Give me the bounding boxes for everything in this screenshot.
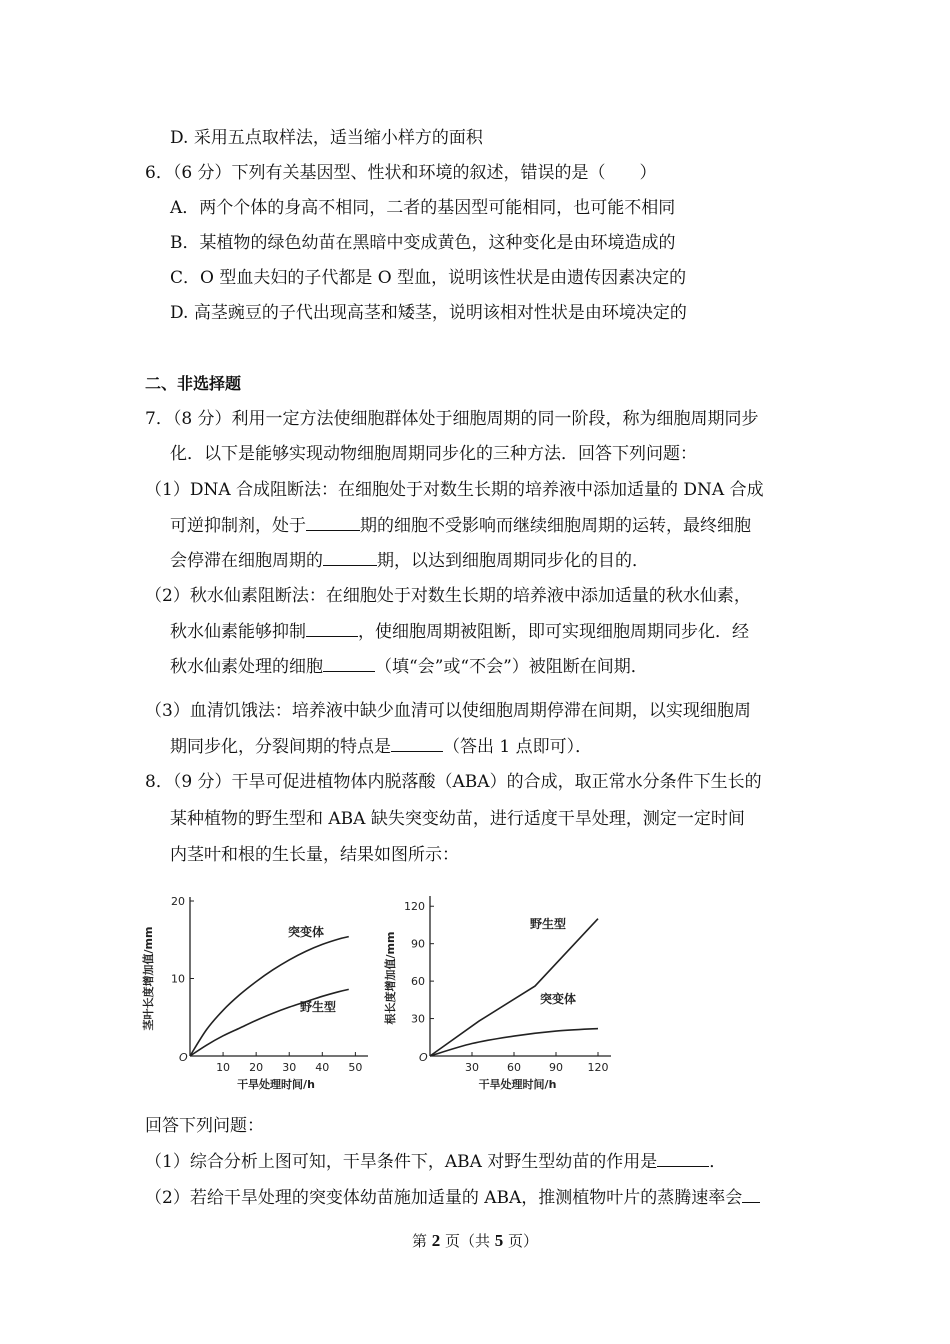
answer-blank[interactable] (306, 514, 360, 531)
q7-part3-line2-text-b: （答出 1 点即可）． (443, 737, 593, 757)
y-tick-label: 30 (411, 1012, 425, 1026)
q7-part2-line3 (170, 655, 648, 678)
x-tick-label: 60 (507, 1061, 521, 1074)
q7-part3-line2-text-a: 期同步化，分裂间期的特点是 (170, 737, 391, 757)
q7-part1-line3 (170, 549, 649, 572)
origin-label: O (419, 1051, 428, 1064)
series-label-2: 野生型 (300, 1000, 337, 1014)
y-tick-label: 90 (411, 937, 425, 951)
y-axis-label: 根长度增加值/mm (384, 931, 397, 1025)
series-label-2: 突变体 (540, 992, 577, 1006)
x-tick-label: 40 (315, 1061, 330, 1074)
footer-suffix: 页） (503, 1232, 539, 1250)
y-tick-label: 120 (404, 900, 425, 914)
footer-middle: 页（共 (440, 1232, 495, 1250)
x-tick-label: 20 (249, 1061, 264, 1074)
q7-part1-line2-text-b: 期的细胞不受影响而继续细胞周期的运转，最终细胞 (360, 516, 751, 536)
q7-stem-2: 化．以下是能够实现动物细胞周期同步化的三种方法．回答下列问题： (170, 444, 697, 464)
answer-blank[interactable] (657, 1150, 709, 1167)
q7-part2-line3-text-a: 秋水仙素处理的细胞 (170, 657, 323, 677)
x-tick-label: 90 (549, 1061, 563, 1074)
q6-option-a: A．两个个体的身高不相同，二者的基因型可能相同，也可能不相同 (170, 198, 676, 218)
q7-part2-line1: （2）秋水仙素阻断法：在细胞处于对数生长期的培养液中添加适量的秋水仙素， (145, 586, 751, 606)
x-tick-label: 10 (216, 1061, 231, 1074)
page-footer (0, 1231, 950, 1251)
q5-option-d: D. 采用五点取样法，适当缩小样方的面积 (170, 128, 483, 148)
q7-part1-line2-text-a: 可逆抑制剂，处于 (170, 516, 306, 536)
root-growth-chart (382, 878, 622, 1098)
q7-part2-line2-text-b: ，使细胞周期被阻断，即可实现细胞周期同步化．经 (358, 622, 749, 642)
section-heading: 二、非选择题 (145, 374, 242, 393)
q7-part1-line3-text-a: 会停滞在细胞周期的 (170, 551, 323, 571)
q8-part1 (145, 1150, 726, 1173)
q8-part1-text-b: ． (709, 1152, 727, 1172)
q6-option-b: B．某植物的绿色幼苗在黑暗中变成黄色，这种变化是由环境造成的 (170, 233, 676, 253)
q7-stem-1: 7．（8 分）利用一定方法使细胞群体处于细胞周期的同一阶段，称为细胞周期同步 (145, 409, 759, 429)
x-tick-label: 30 (282, 1061, 297, 1074)
q8-stem-2: 某种植物的野生型和 ABA 缺失突变幼苗，进行适度干旱处理，测定一定时间 (170, 809, 745, 829)
q7-part3-line2 (170, 735, 592, 758)
answer-blank[interactable] (742, 1186, 760, 1203)
x-tick-label: 50 (348, 1061, 363, 1074)
q7-part1-line3-text-b: 期，以达到细胞周期同步化的目的． (377, 551, 649, 571)
series-label-1: 野生型 (530, 917, 567, 931)
q8-part2-text: （2）若给干旱处理的突变体幼苗施加适量的 ABA，推测植物叶片的蒸腾速率会 (145, 1188, 743, 1208)
y-tick-label: 60 (411, 975, 425, 989)
origin-label: O (179, 1051, 188, 1064)
stem-leaf-growth-chart (140, 878, 370, 1098)
answer-blank[interactable] (323, 549, 377, 566)
x-axis-label: 干旱处理时间/h (478, 1078, 557, 1091)
q8-part2 (145, 1186, 760, 1209)
answer-blank[interactable] (306, 620, 358, 637)
series-label-1: 突变体 (288, 925, 325, 939)
answer-blank[interactable] (391, 735, 443, 752)
q8-stem-1: 8．（9 分）干旱可促进植物体内脱落酸（ABA）的合成，取正常水分条件下生长的 (145, 772, 762, 792)
q7-part1-line1: （1）DNA 合成阻断法：在细胞处于对数生长期的培养液中添加适量的 DNA 合成 (145, 480, 764, 500)
q7-part1-line2 (170, 514, 751, 537)
x-axis-label: 干旱处理时间/h (237, 1078, 315, 1091)
q8-answer-prompt: 回答下列问题： (145, 1116, 264, 1136)
footer-prefix: 第 (411, 1232, 432, 1250)
y-tick-label: 20 (171, 895, 185, 908)
answer-blank[interactable] (323, 655, 375, 672)
q6-option-c: C．O 型血夫妇的子代都是 O 型血，说明该性状是由遗传因素决定的 (170, 268, 687, 288)
footer-total-pages: 5 (494, 1231, 504, 1250)
y-axis-label: 茎叶长度增加值/mm (142, 926, 155, 1031)
q8-stem-3: 内茎叶和根的生长量，结果如图所示： (170, 845, 459, 865)
x-tick-label: 30 (465, 1061, 479, 1074)
y-tick-label: 10 (171, 972, 185, 986)
x-tick-label: 120 (587, 1061, 609, 1074)
q7-part2-line2-text-a: 秋水仙素能够抑制 (170, 622, 306, 642)
q6-option-d: D. 高茎豌豆的子代出现高茎和矮茎，说明该相对性状是由环境决定的 (170, 303, 687, 323)
series-line-2 (430, 1029, 598, 1056)
q7-part2-line2 (170, 620, 749, 643)
footer-page-number: 2 (431, 1231, 441, 1250)
q7-part2-line3-text-b: （填“会”或“不会”）被阻断在间期． (375, 657, 648, 677)
q7-part3-line1: （3）血清饥饿法：培养液中缺少血清可以使细胞周期停滞在间期，以实现细胞周 (145, 701, 751, 721)
q8-part1-text-a: （1）综合分析上图可知，干旱条件下，ABA 对野生型幼苗的作用是 (145, 1152, 658, 1172)
q6-stem: 6．（6 分）下列有关基因型、性状和环境的叙述，错误的是（ ） (145, 163, 657, 183)
